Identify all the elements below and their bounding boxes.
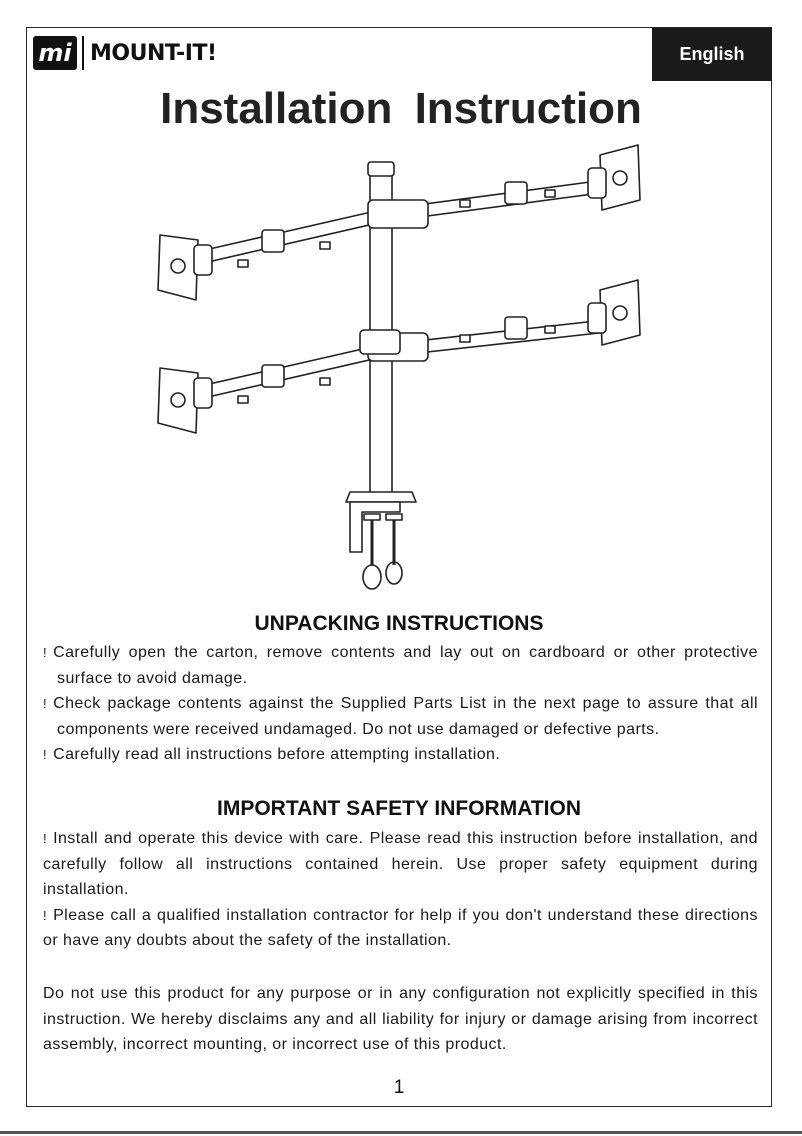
- upper-left-arm: [205, 210, 382, 262]
- quad-monitor-desk-mount-illustration: [150, 140, 650, 600]
- list-item: [43, 640, 758, 691]
- safety-list: [43, 826, 758, 954]
- safety-item-text: Install and operate this device with care. Please read this instruction before installation, and carefully follow all instructions contained herein. Use proper safety equipment during installation.: [43, 830, 758, 898]
- logo-divider: [82, 36, 84, 70]
- unpacking-item-text: Carefully read all instructions before attempting installation.: [53, 746, 501, 763]
- bottom-divider: [0, 1131, 802, 1134]
- page-title: Installation Instruction: [160, 84, 642, 133]
- unpacking-item-text: Check package contents against the Supplied Parts List in the next page to assure that all components were received undamaged. Do not use damaged or defective parts.: [53, 695, 758, 738]
- list-item: [43, 691, 758, 742]
- bullet-mark: !: [43, 907, 48, 923]
- language-tab[interactable]: English: [652, 28, 772, 81]
- unpacking-item-text: Carefully open the carton, remove contents and lay out on cardboard or other protective surface to avoid damage.: [53, 644, 758, 687]
- safety-heading: IMPORTANT SAFETY INFORMATION: [217, 797, 581, 820]
- unpacking-heading: UNPACKING INSTRUCTIONS: [254, 612, 544, 635]
- safety-item-text: Please call a qualified installation contractor for help if you don't understand these directions or have any doubts about the safety of the installation.: [43, 906, 758, 949]
- bullet-mark: !: [43, 831, 48, 846]
- logo-text: MOUNT-IT!: [90, 40, 217, 66]
- bullet-mark: !: [43, 645, 48, 660]
- list-item: [43, 742, 758, 768]
- unpacking-list: [43, 640, 758, 768]
- disclaimer-text: Do not use this product for any purpose or in any configuration not explicitly specified in this instruction. We hereby disclaims any and all liability for injury or damage arising from incorrect assembly, incorrect mounting, or incorrect use of this product.: [43, 985, 758, 1053]
- list-item: [43, 903, 758, 954]
- bullet-mark: !: [43, 747, 48, 762]
- bullet-mark: !: [43, 696, 48, 711]
- brand-logo: [33, 35, 217, 71]
- page-number: 1: [393, 1077, 405, 1098]
- list-item: [43, 826, 758, 903]
- lower-left-arm: [205, 345, 382, 397]
- logo-badge: mi: [33, 36, 77, 70]
